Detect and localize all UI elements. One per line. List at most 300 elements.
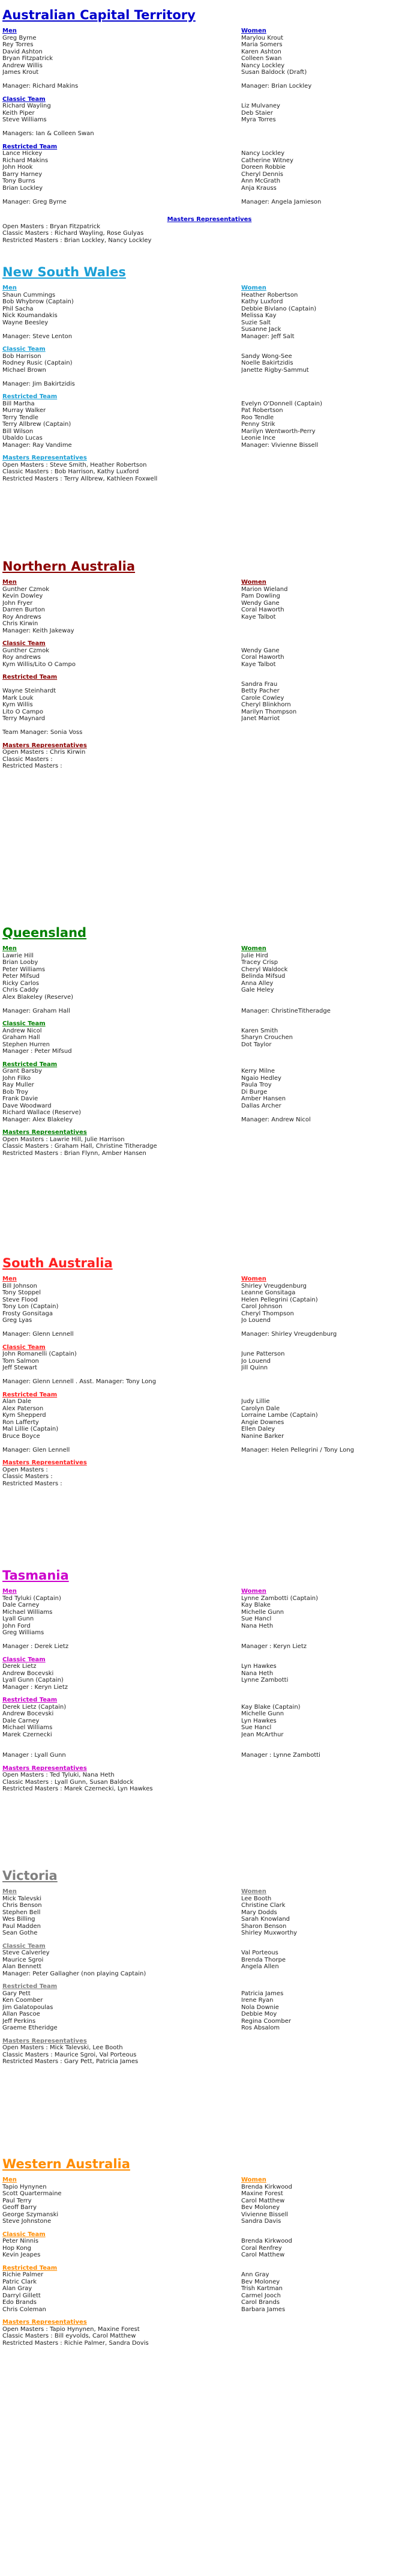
player-name: Trish Kartman <box>241 2285 283 2292</box>
masters-line: Open Masters : Ted Tyluki, Nana Heth <box>2 1772 115 1778</box>
team-row <box>2 640 416 668</box>
player-name: Terry Maynard <box>2 715 46 722</box>
player-name: Greg Byrne <box>2 34 37 41</box>
team-heading: Men <box>2 1276 17 1282</box>
player-name: Anna Alley <box>241 980 274 987</box>
team-column-left <box>2 1888 178 1937</box>
player-name: Liz Mulvaney <box>241 103 280 109</box>
player-name: Jo Louend <box>241 1357 271 1365</box>
player-name: Carol Matthew <box>241 2197 285 2204</box>
player-name: David Ashton <box>2 48 43 55</box>
manager-line: Manager: Peter Gallagher (non playing Captain) <box>2 1970 146 1977</box>
player-name: Terry Tendle <box>2 414 38 421</box>
team-column-right <box>241 285 416 340</box>
player-name: Graeme Etheridge <box>2 2025 58 2031</box>
masters-title: Masters Representatives <box>2 2037 87 2044</box>
manager-line: Manager: ChristineTitheradge <box>241 1007 331 1014</box>
masters-representatives <box>2 742 416 770</box>
player-name: Lito O Campo <box>2 708 43 715</box>
spacer <box>241 1629 416 1637</box>
team-column-left <box>2 346 178 387</box>
masters-line: Open Masters : Steve Smith, Heather Robertson <box>2 461 147 468</box>
spacer <box>241 1372 416 1379</box>
player-name: Ngaio Hedley <box>241 1074 281 1082</box>
masters-line: Restricted Masters : Gary Pett, Patricia James <box>2 2058 139 2065</box>
player-name: Sean Gothe <box>2 1930 38 1936</box>
player-name: Barbara James <box>241 2306 286 2313</box>
player-name: Paula Troy <box>241 1082 272 1088</box>
player-name: Janet Marriot <box>241 715 280 722</box>
team-column-right <box>241 945 416 1014</box>
player-name: Catherine Witney <box>241 157 293 164</box>
spacer <box>2 1440 178 1447</box>
team-heading: Restricted Team <box>2 2264 58 2271</box>
player-name: Amber Hansen <box>241 1096 286 1102</box>
team-column-left <box>2 393 178 449</box>
spacer <box>241 96 416 103</box>
player-name: John Filko <box>2 1074 31 1082</box>
player-name: Myra Torres <box>241 117 276 123</box>
player-name: Pat Robertson <box>241 407 283 414</box>
spacer <box>2 124 178 131</box>
player-name: Mal Lillie (Captain) <box>2 1426 59 1432</box>
spacer <box>241 1684 416 1691</box>
team-column-right <box>241 674 416 736</box>
team-column-right <box>241 1888 416 1937</box>
player-name: Wes Billing <box>2 1916 35 1923</box>
player-name: Kay Blake (Captain) <box>241 1703 301 1711</box>
player-name: Cheryl Thompson <box>241 1310 294 1317</box>
team-heading: Classic Team <box>2 1344 46 1351</box>
team-heading: Women <box>241 2177 266 2183</box>
masters-line: Classic Masters : Lyall Gunn, Susan Baldock <box>2 1778 134 1786</box>
player-name: Kevin Jeapes <box>2 2252 41 2258</box>
player-name: Ann McGrath <box>241 178 281 184</box>
masters-line: Restricted Masters : <box>2 763 62 769</box>
team-column-right <box>241 1943 416 1978</box>
state-section-queensland <box>2 925 416 1157</box>
team-heading: Classic Team <box>2 2231 46 2238</box>
team-column-left <box>2 1656 178 1691</box>
team-heading: Classic Team <box>2 1020 46 1027</box>
player-name: Tony Lon (Captain) <box>2 1303 59 1310</box>
player-name: Andrew Bocevski <box>2 1711 54 1717</box>
team-heading: Classic Team <box>2 640 46 647</box>
team-heading: Men <box>2 285 17 291</box>
player-name: Ricky Carlos <box>2 980 40 987</box>
player-name: Noelle Bakirtzidis <box>241 360 293 366</box>
player-name: Wayne Beesley <box>2 319 49 326</box>
player-name: Karen Smith <box>241 1027 278 1034</box>
team-column-left <box>2 2231 178 2259</box>
player-name: Lynne Zambotti <box>241 1677 289 1683</box>
team-heading: Men <box>2 28 17 34</box>
player-name: Roy Andrews <box>2 613 41 620</box>
state-title: Tasmania <box>2 1568 69 1583</box>
spacer <box>241 1440 416 1447</box>
player-name: Grant Barsby <box>2 1068 43 1074</box>
team-row <box>2 1697 416 1759</box>
player-name: Patric Clark <box>2 2278 37 2285</box>
team-row <box>2 1344 416 1386</box>
masters-representatives <box>2 2038 416 2065</box>
player-name: Brian Lockley <box>2 184 43 192</box>
team-column-left <box>2 674 178 736</box>
spacer <box>241 1745 416 1753</box>
player-name: Shirley Vreugdenburg <box>241 1282 307 1290</box>
team-heading: Restricted Team <box>2 1391 58 1398</box>
team-row <box>2 28 416 90</box>
player-name: Terry Allbrew (Captain) <box>2 421 71 428</box>
state-title: Australian Capital Territory <box>2 8 196 22</box>
masters-line: Classic Masters : Bill eyvolds, Carol Matthew <box>2 2333 136 2339</box>
player-name: Carol Brands <box>241 2299 280 2306</box>
team-column-left <box>2 1588 178 1650</box>
spacer <box>241 729 416 736</box>
state-title: South Australia <box>2 1256 113 1270</box>
spacer <box>241 1001 416 1008</box>
player-name: Brian Looby <box>2 959 38 966</box>
player-name: Lynne Zambotti (Captain) <box>241 1595 318 1602</box>
team-column-right <box>241 1020 416 1055</box>
manager-line: Manager : Keryn Lietz <box>241 1643 307 1650</box>
team-column-right <box>241 1588 416 1650</box>
player-name: Lyn Hawkes <box>241 1717 277 1724</box>
team-column-left <box>2 96 178 138</box>
player-name: Kay Blake <box>241 1602 271 1608</box>
spacer <box>241 1971 416 1978</box>
spacer <box>241 1344 416 1351</box>
masters-line: Open Masters : Lawrie Hill, Julie Harrison <box>2 1136 125 1143</box>
player-name: Suzie Salt <box>241 319 271 326</box>
player-name: Michael Williams <box>2 1608 53 1616</box>
player-name: Andrew Nicol <box>2 1027 42 1034</box>
player-name: Michael Williams <box>2 1724 53 1731</box>
player-name: Dave Woodward <box>2 1102 52 1109</box>
player-name: Alan Dale <box>2 1398 32 1405</box>
spacer <box>241 628 416 635</box>
team-heading: Restricted Team <box>2 143 58 150</box>
spacer <box>2 192 178 199</box>
spacer <box>2 1324 178 1332</box>
spacer <box>2 326 178 333</box>
manager-line: Manager: Brian Lockley <box>241 83 312 89</box>
team-heading: Women <box>241 1588 266 1595</box>
player-name: Tapio Hynynen <box>2 2183 47 2190</box>
player-name: Ken Coomber <box>2 1997 43 2004</box>
player-name: Peter Mifsud <box>2 973 40 980</box>
manager-line: Manager : Lyall Gunn <box>2 1752 66 1759</box>
player-name: Nancy Lockley <box>241 62 285 69</box>
player-name: Leonie Ince <box>241 435 276 441</box>
player-name: Nana Heth <box>241 1670 274 1677</box>
manager-line: Manager : Derek Lietz <box>2 1643 69 1650</box>
team-column-right <box>241 1656 416 1691</box>
player-name: Bob Whybrow (Captain) <box>2 299 74 305</box>
team-row <box>2 945 416 1014</box>
player-name: Dale Carney <box>2 1717 40 1724</box>
player-name: Gunther Czmok <box>2 647 50 654</box>
masters-line: Restricted Masters : Marek Czernecki, Lyn Hawkes <box>2 1786 153 1792</box>
manager-line: Manager: Andrew Nicol <box>241 1116 311 1123</box>
player-name: Michelle Gunn <box>241 1711 284 1717</box>
player-name: Cheryl Dennis <box>241 171 283 178</box>
team-row <box>2 1276 416 1338</box>
player-name: Marek Czernecki <box>2 1731 52 1738</box>
player-name: Kevin Dowley <box>2 593 43 599</box>
player-name: Anja Krauss <box>241 184 277 192</box>
masters-title: Masters Representatives <box>2 1129 87 1136</box>
player-name: Ubaldo Lucas <box>2 435 43 441</box>
player-name: Peter Williams <box>2 966 46 973</box>
player-name: Brenda Thorpe <box>241 1956 286 1963</box>
player-name: Carole Cowley <box>241 694 284 702</box>
player-name: Tony Stoppel <box>2 1290 41 1296</box>
player-name: Sharyn Crouchen <box>241 1034 293 1041</box>
team-heading: Women <box>241 1888 266 1895</box>
player-name: Lyall Gunn <box>2 1616 34 1622</box>
player-name: Susan Baldock (Draft) <box>241 69 307 76</box>
spacer <box>241 1738 416 1745</box>
team-column-left <box>2 2265 178 2314</box>
spacer <box>241 1378 416 1386</box>
team-column-left <box>2 1983 178 2032</box>
state-title: Victoria <box>2 1868 58 1883</box>
player-name: Heather Robertson <box>241 291 298 299</box>
team-column-right <box>241 28 416 90</box>
player-name: Graham Hall <box>2 1034 40 1041</box>
team-column-right <box>241 1276 416 1338</box>
player-name: Sue Hancl <box>241 1616 272 1622</box>
manager-line: Manager : Keryn Lietz <box>2 1683 68 1691</box>
player-name: Steve Calverley <box>2 1950 50 1956</box>
player-name: George Szymanski <box>2 2211 59 2218</box>
player-name: Dallas Archer <box>241 1102 281 1109</box>
player-name: Richard Makins <box>2 157 49 164</box>
team-column-left <box>2 1020 178 1055</box>
player-name: Val Porteous <box>241 1950 278 1956</box>
team-heading: Women <box>241 945 266 952</box>
player-name: Deb Staier <box>241 109 273 117</box>
player-name: Tracey Crisp <box>241 959 278 966</box>
masters-title: Masters Representatives <box>2 742 87 749</box>
player-name: Patricia James <box>241 1990 284 1997</box>
spacer <box>2 1001 178 1008</box>
player-name: Chris Caddy <box>2 987 39 993</box>
manager-line: Manager: Keith Jakeway <box>2 627 74 634</box>
state-section-australian-capital-territory <box>2 7 416 244</box>
spacer <box>2 76 178 83</box>
player-name: Gale Heley <box>241 987 274 993</box>
player-name: Ted Tyluki (Captain) <box>2 1595 61 1602</box>
player-name: Irene Ryan <box>241 1997 274 2004</box>
team-heading: Classic Team <box>2 1656 46 1663</box>
player-name: Keith Piper <box>2 109 35 117</box>
player-name: Jean McArthur <box>241 1731 284 1738</box>
team-row <box>2 1020 416 1055</box>
player-name: Kaye Talbot <box>241 613 276 620</box>
masters-line: Open Masters : <box>2 1466 48 1473</box>
manager-line: Manager: Vivienne Bissell <box>241 441 319 449</box>
masters-line: Open Masters : Chris Kirwin <box>2 749 86 756</box>
player-name: Sandy Wong-See <box>241 353 292 360</box>
player-name: Ray Muller <box>2 1082 34 1088</box>
player-name: Andrew Bocevski <box>2 1670 54 1677</box>
team-heading: Classic Team <box>2 1942 46 1950</box>
spacer <box>241 620 416 628</box>
player-name: Kerry Milne <box>241 1068 275 1074</box>
spacer <box>241 994 416 1001</box>
spacer <box>2 681 178 688</box>
player-name: Shaun Cummings <box>2 291 56 299</box>
player-name: Betty Pacher <box>241 688 280 694</box>
player-name: Kathy Luxford <box>241 299 283 305</box>
player-name: Hop Kong <box>2 2244 32 2252</box>
player-name: Susanne Jack <box>241 326 281 333</box>
masters-representatives <box>2 2319 416 2347</box>
player-name: June Patterson <box>241 1351 285 1357</box>
player-name: Richard Wallace (Reserve) <box>2 1109 82 1116</box>
player-name: Cheryl Waldock <box>241 966 288 973</box>
spacer <box>241 674 416 681</box>
player-name: John Hook <box>2 164 33 171</box>
team-row <box>2 393 416 449</box>
player-name: Bill Martha <box>2 400 35 407</box>
team-heading: Men <box>2 579 17 586</box>
player-name: Sue Hancl <box>241 1724 272 1731</box>
player-name: Murray Walker <box>2 407 46 414</box>
player-name: Alan Bennett <box>2 1963 41 1970</box>
manager-line: Manager: Glenn Lennell . Asst. Manager: Tony Long <box>2 1378 157 1385</box>
player-name: Coral Renfrey <box>241 2244 282 2252</box>
masters-title: Masters Representatives <box>2 455 87 461</box>
spacer <box>241 1109 416 1117</box>
player-name: Carmel Jooch <box>241 2292 281 2299</box>
masters-title: Masters Representatives <box>2 1459 87 1466</box>
masters-line: Classic Masters : <box>2 1473 53 1480</box>
player-name: Vivienne Bissell <box>241 2211 289 2218</box>
spacer <box>241 124 416 131</box>
player-name: Cheryl Blinkhorn <box>241 702 291 708</box>
player-name: Regina Coomber <box>241 2017 291 2025</box>
team-column-right <box>241 1061 416 1124</box>
player-name: James Krout <box>2 69 39 76</box>
player-name: Paul Terry <box>2 2197 32 2204</box>
spacer <box>241 1048 416 1055</box>
player-name: Sandra Davis <box>241 2218 281 2225</box>
team-column-left <box>2 1276 178 1338</box>
masters-line: Classic Masters : Bob Harrison, Kathy Luxford <box>2 468 139 475</box>
player-name: Nancy Lockley <box>241 150 285 157</box>
team-column-right <box>241 393 416 449</box>
player-name: Richard Wayling <box>2 103 51 109</box>
team-column-right <box>241 1983 416 2032</box>
player-name: Maurice Sgroi <box>2 1956 44 1963</box>
player-name: Bev Moloney <box>241 2278 280 2285</box>
spacer <box>241 1020 416 1028</box>
spacer <box>241 393 416 401</box>
player-name: Wayne Steinhardt <box>2 688 56 694</box>
manager-line: Manager: Graham Hall <box>2 1007 70 1014</box>
player-name: Stephen Hurren <box>2 1041 50 1048</box>
player-name: Marilyn Thompson <box>241 708 297 715</box>
state-section-victoria <box>2 1868 416 2065</box>
masters-line: Restricted Masters : <box>2 1480 62 1487</box>
player-name: Ellen Daley <box>241 1426 275 1432</box>
player-name: Jill Quinn <box>241 1365 268 1371</box>
player-name: Lyall Gunn (Captain) <box>2 1677 64 1683</box>
spacer <box>241 1656 416 1664</box>
masters-line: Restricted Masters : Richie Palmer, Sandra Dovis <box>2 2339 149 2347</box>
masters-representatives <box>2 1765 416 1793</box>
player-name: Penny Strik <box>241 421 275 428</box>
player-name: Darren Burton <box>2 607 46 613</box>
player-name: Geoff Barry <box>2 2204 37 2211</box>
team-column-right <box>241 2177 416 2225</box>
manager-line: Manager: Glenn Lennell <box>2 1331 74 1338</box>
player-name: Jeff Stewart <box>2 1365 37 1371</box>
team-row <box>2 1588 416 1650</box>
player-name: Karen Ashton <box>241 48 281 55</box>
player-name: Janette Rigby-Sammut <box>241 366 309 374</box>
player-name: John Romanelli (Captain) <box>2 1351 77 1357</box>
player-name: Ron Lafferty <box>2 1419 39 1426</box>
state-section-south-australia <box>2 1255 416 1487</box>
team-column-left <box>2 1061 178 1124</box>
masters-line: Classic Masters : Graham Hall, Christine Titheradge <box>2 1143 157 1150</box>
player-name: Evelyn O'Donnell (Captain) <box>241 400 323 407</box>
team-column-left <box>2 579 178 634</box>
spacer <box>241 192 416 199</box>
player-name: Chris Coleman <box>2 2306 46 2313</box>
team-heading: Restricted Team <box>2 1061 58 1068</box>
team-row <box>2 674 416 736</box>
team-column-left <box>2 28 178 90</box>
masters-representatives <box>2 216 416 244</box>
manager-line: Manager: Richard Makins <box>2 83 79 89</box>
player-name: Carol Johnson <box>241 1303 283 1310</box>
team-column-left <box>2 1697 178 1759</box>
team-heading: Women <box>241 579 266 586</box>
team-heading: Women <box>241 285 266 291</box>
player-name: Lawrie Hill <box>2 952 34 959</box>
player-name: Leanne Gonsitaga <box>241 1290 296 1296</box>
spacer <box>241 130 416 138</box>
player-name: Jeff Perkins <box>2 2017 36 2025</box>
spacer <box>2 1637 178 1644</box>
masters-representatives <box>2 1129 416 1157</box>
player-name: Roo Tendle <box>241 414 274 421</box>
team-heading: Men <box>2 945 17 952</box>
team-column-right <box>241 579 416 634</box>
team-column-left <box>2 1392 178 1454</box>
team-row <box>2 579 416 634</box>
player-name: Derek Lietz (Captain) <box>2 1703 67 1711</box>
spacer <box>241 76 416 83</box>
player-name: Frosty Gonsitaga <box>2 1310 53 1317</box>
player-name: Marilyn Wentworth-Perry <box>241 428 316 435</box>
team-heading: Men <box>2 1888 17 1895</box>
player-name: Debbie Moy <box>241 2011 277 2017</box>
team-row <box>2 2177 416 2225</box>
player-name: Darryl Gillett <box>2 2292 41 2299</box>
player-name: Ann Gray <box>241 2271 269 2278</box>
team-heading: Women <box>241 28 266 34</box>
manager-line: Manager: Ray Vandime <box>2 441 72 449</box>
player-name: Andrew Willis <box>2 62 43 69</box>
spacer <box>241 346 416 353</box>
team-column-left <box>2 1344 178 1386</box>
